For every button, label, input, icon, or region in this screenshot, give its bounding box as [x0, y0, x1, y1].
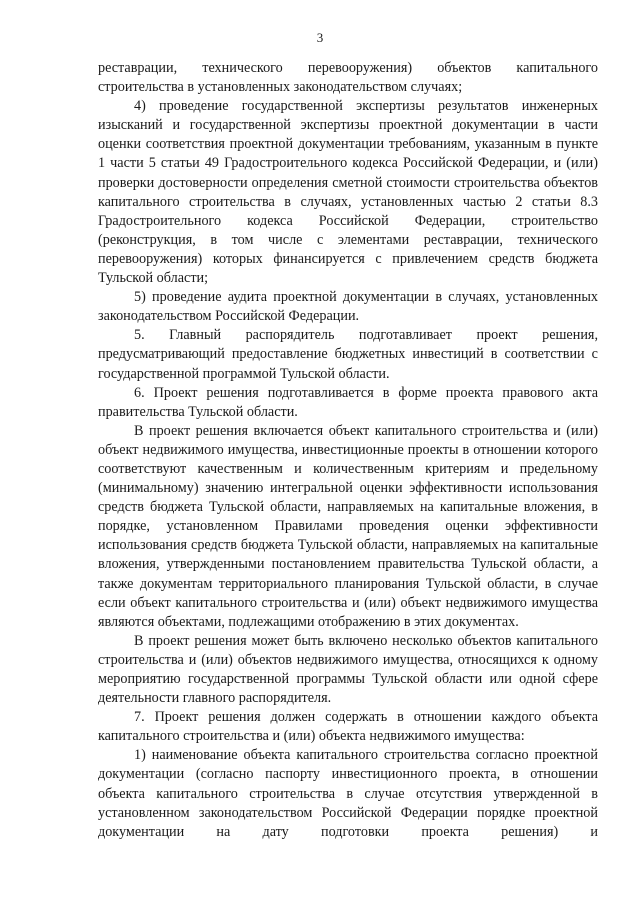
page-number: 3	[316, 30, 324, 45]
paragraph-clause-5: 5. Главный распорядитель подготавливает проект решения, предусматривающий предоставление бюджетных инвестиций в соответствии с государственной программой Тульской области.	[98, 327, 598, 382]
paragraph-multiple-objects: В проект решения может быть включено несколько объектов капитального строительства и (или) объектов недвижимого имущества, относящихся к одному мероприятию государственной программы Тульской области или одной сфере деятельности главного распорядителя.	[98, 632, 598, 707]
paragraph-item-4: 4) проведение государственной экспертизы результатов инженерных изысканий и государственной экспертизы проектной документации в части оценки соответствия проектной документации требованиям, указанным в пункте 1 части 5 статьи 49 Градостроительного кодекса Российской Федерации, и (или) проверки достоверности определения сметной стоимости строительства объектов капитального строительства в случаях, установленных частью 2 статьи 8.3 Градостроительного кодекса Российской Федерации, строительство (реконструкция, в том числе с элементами реставрации, технического перевооружения) которых финансируется с привлечением средств бюджета Тульской области;	[98, 98, 598, 287]
paragraph-clause-7: 7. Проект решения должен содержать в отношении каждого объекта капитального строительства и (или) объекта недвижимого имущества:	[98, 709, 598, 745]
paragraph-clause-6: 6. Проект решения подготавливается в форме проекта правового акта правительства Тульской области.	[98, 384, 598, 420]
document-body	[98, 59, 598, 842]
paragraph-continuation: реставрации, технического перевооружения) объектов капитального строительства в установленных законодательством случаях;	[98, 60, 598, 96]
paragraph-item-1: 1) наименование объекта капитального строительства согласно проектной документации (согласно паспорту инвестиционного проекта, в отношении объекта капитального строительства в случае отсутствия утвержденной в установленном законодательством Российской Федерации порядке проектной документации на дату подготовки проекта решения) и	[98, 747, 598, 840]
paragraph-item-5: 5) проведение аудита проектной документации в случаях, установленных законодательством Российской Федерации.	[98, 289, 598, 325]
paragraph-inclusion: В проект решения включается объект капитального строительства и (или) объект недвижимого имущества, инвестиционные проекты в отношении которого соответствуют качественным и количественным критериям и предельному (минимальному) значению интегральной оценки эффективности использования средств бюджета Тульской области, направляемых на капитальные вложения, в порядке, установленном Правилами проведения оценки эффективности использования средств бюджета Тульской области, направляемых на капитальные вложения, утвержденными постановлением правительства Тульской области, а также документам территориального планирования Тульской области, в случае если объект капитального строительства и (или) объект недвижимого имущества являются объектами, подлежащими отображению в этих документах.	[98, 422, 598, 630]
